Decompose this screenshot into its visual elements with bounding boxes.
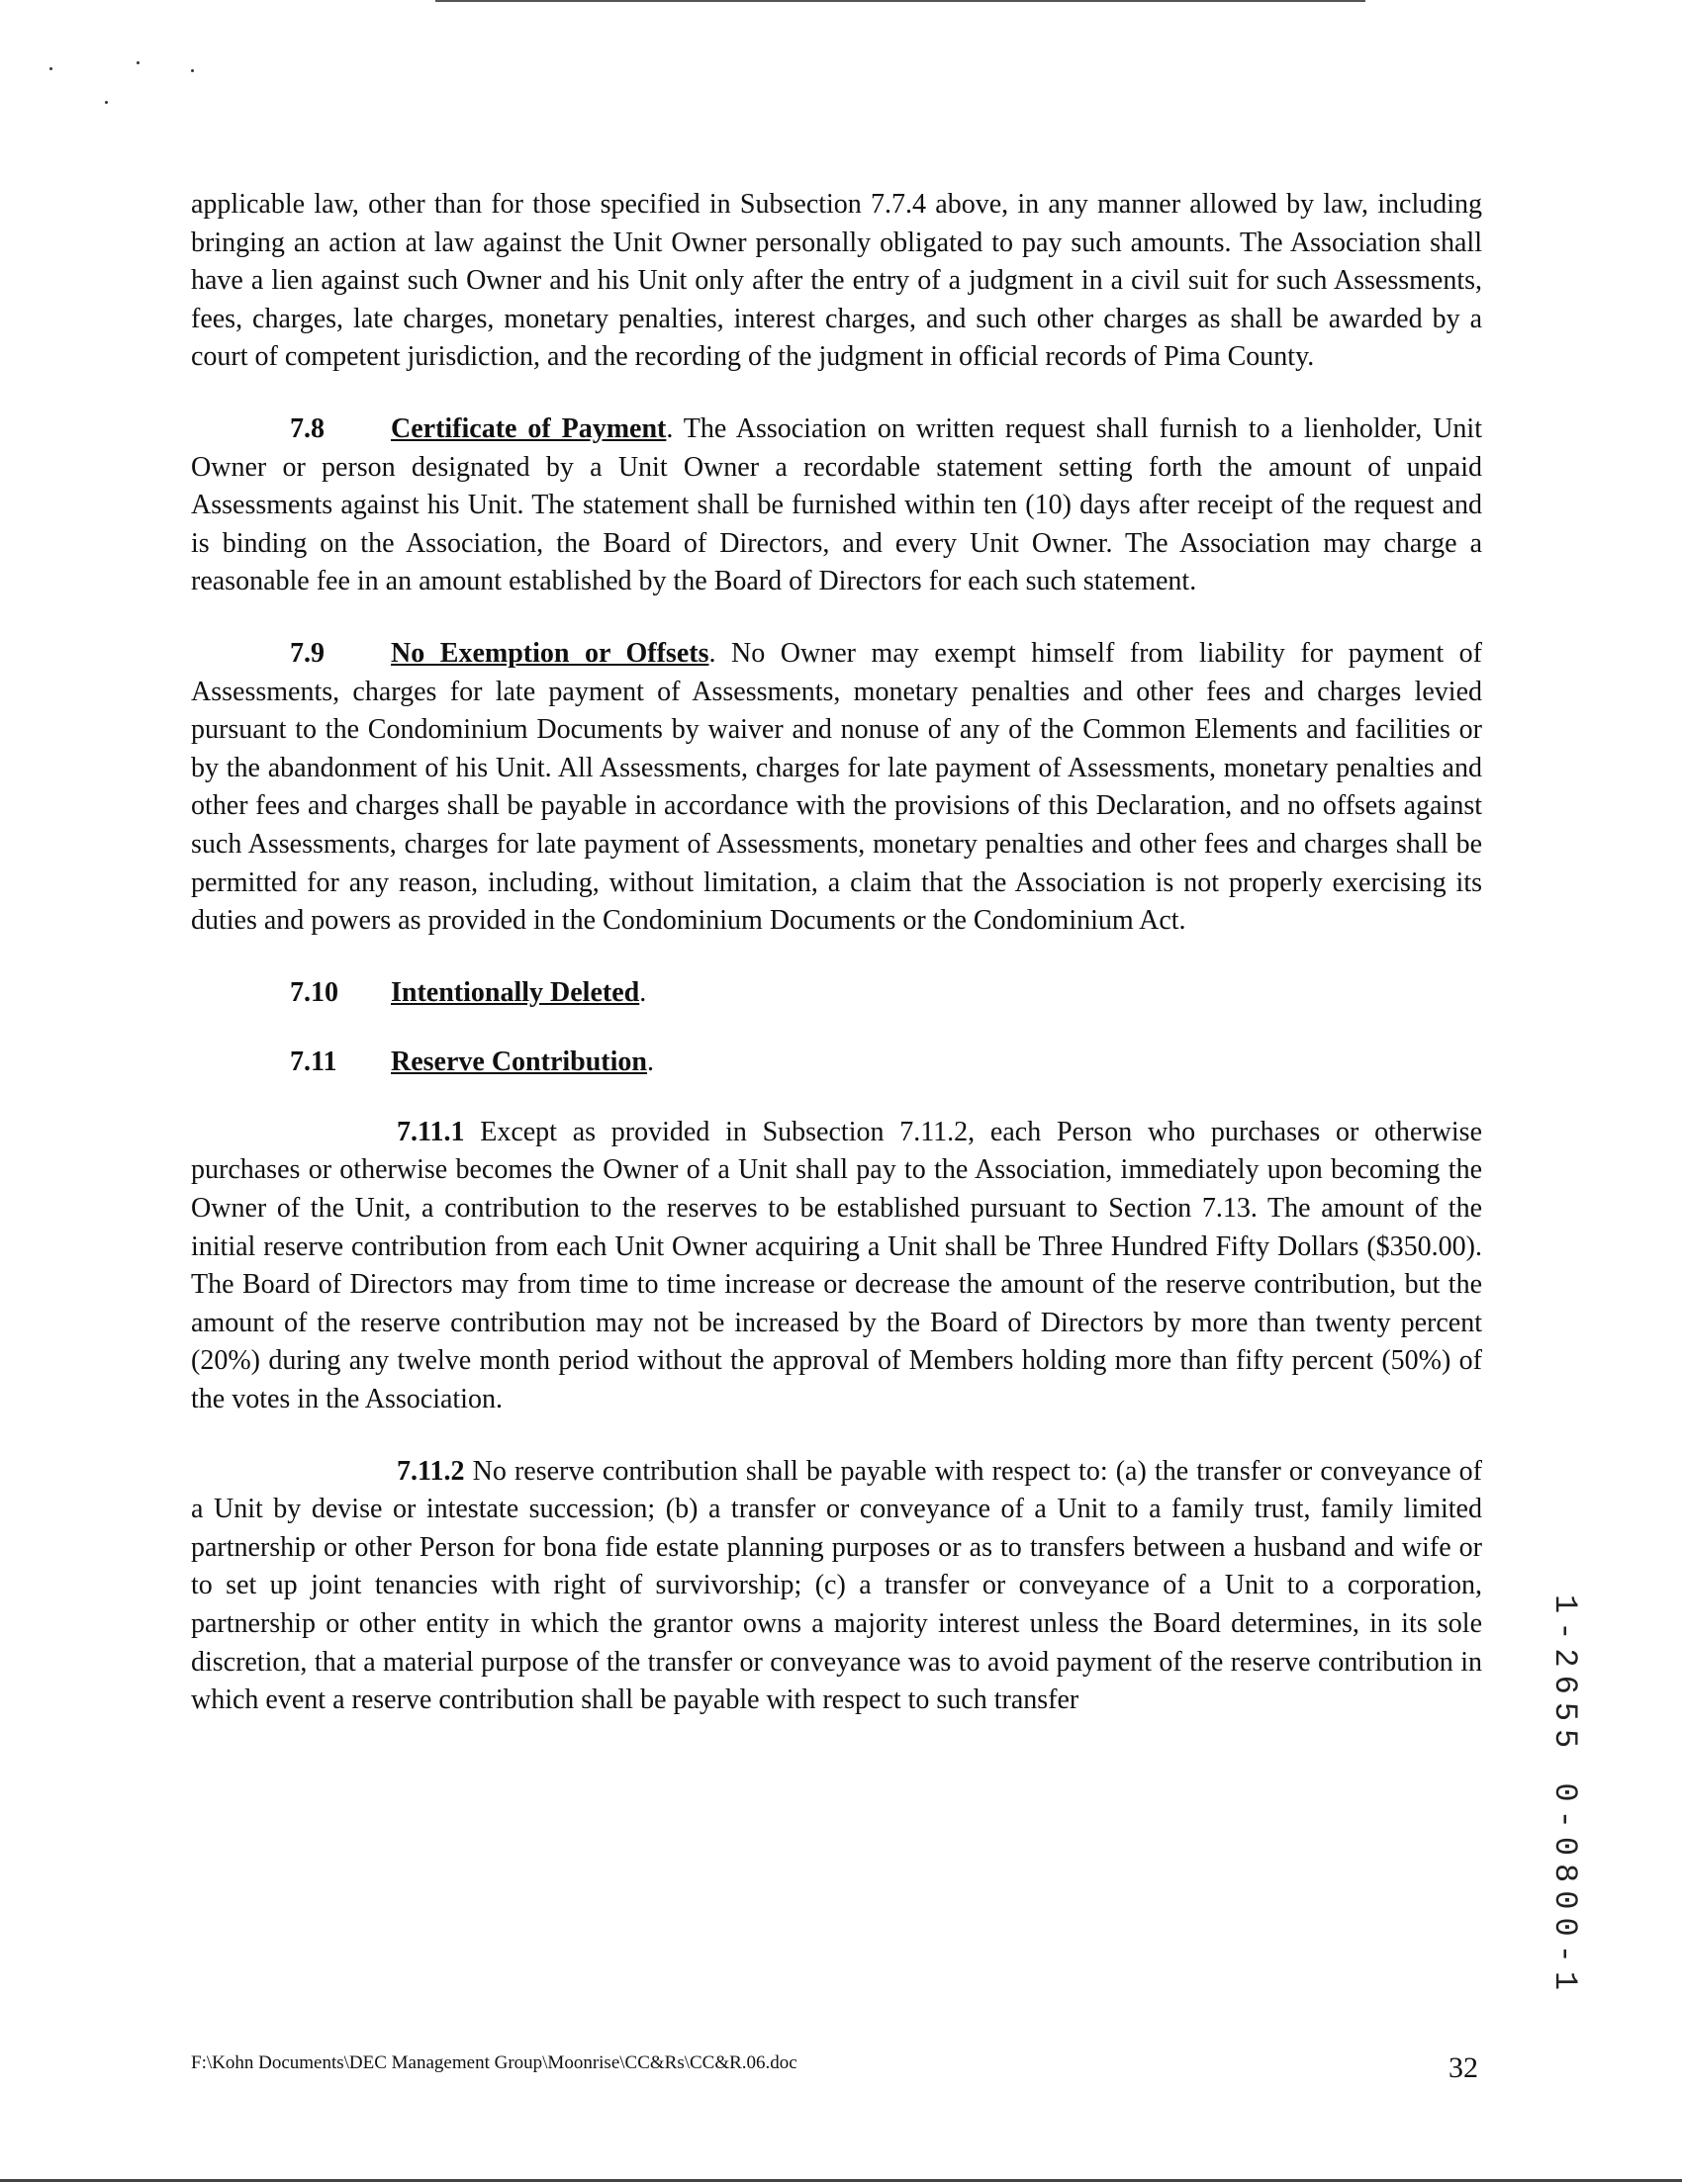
section-7-8: [191, 410, 1482, 601]
footer-file-path: F:\Kohn Documents\DEC Management Group\Moonrise\CC&Rs\CC&R.06.doc: [191, 2052, 797, 2073]
section-title: No Exemption or Offsets: [391, 637, 709, 669]
scan-edge-top: [435, 0, 1365, 2]
section-number: 7.10: [290, 976, 338, 1008]
section-title: Certificate of Payment: [391, 412, 667, 444]
scan-speck: [105, 101, 108, 104]
subsection-number: 7.11.2: [397, 1455, 465, 1487]
subsection-7-11-2: [191, 1453, 1482, 1720]
subsection-number: 7.11.1: [397, 1116, 465, 1147]
subsection-body: No reserve contribution shall be payable with respect to: (a) the transfer or conveyance of a Unit by devise or intestate succession; (b) a transfer or conveyance of a Unit to a family trust, family limited partnership or other Person for bona fide estate planning purposes or as to transfers between a husband and wife or to set up joint tenancies with right of survivorship; (c) a transfer or conveyance of a Unit to a corporation, partnership or other entity in which the grantor owns a majority interest unless the Board determines, in its sole discretion, that a material purpose of the transfer or conveyance was to avoid payment of the reserve contribution in which event a reserve contribution shall be payable with respect to such transfer: [191, 1455, 1482, 1716]
section-body: . No Owner may exempt himself from liability for payment of Assessments, charges for late payment of Assessments, monetary penalties and other fees and charges levied pursuant to the Condominium Documents by waiver and nonuse of any of the Common Elements and facilities or by the abandonment of his Unit. All Assessments, charges for late payment of Assessments, monetary penalties and other fees and charges shall be payable in accordance with the provisions of this Declaration, and no offsets against such Assessments, charges for late payment of Assessments, monetary penalties and other fees and charges shall be permitted for any reason, including, without limitation, a claim that the Association is not properly exercising its duties and powers as provided in the Condominium Documents or the Condominium Act.: [191, 637, 1482, 937]
subsection-body: Except as provided in Subsection 7.11.2, each Person who purchases or otherwise purchases or otherwise becomes the Owner of a Unit shall pay to the Association, immediately upon becoming the Owner of the Unit, a contribution to the reserves to be established pursuant to Section 7.13. The amount of the initial reserve contribution from each Unit Owner acquiring a Unit shall be Three Hundred Fifty Dollars ($350.00). The Board of Directors may from time to time increase or decrease the amount of the reserve contribution, but the amount of the reserve contribution may not be increased by the Board of Directors by more than twenty percent (20%) during any twelve month period without the approval of Members holding more than fifty percent (50%) of the votes in the Association.: [191, 1116, 1482, 1415]
section-number: 7.8: [290, 412, 325, 444]
page-number: 32: [1448, 2051, 1478, 2084]
section-7-9: [191, 635, 1482, 941]
scan-speck: [137, 61, 140, 64]
section-number: 7.9: [290, 637, 325, 669]
document-body: [191, 186, 1482, 1754]
scan-speck: [49, 67, 52, 70]
section-number: 7.11: [290, 1046, 337, 1078]
section-body: . The Association on written request shall furnish to a lienholder, Unit Owner or person designated by a Unit Owner a recordable statement setting forth the amount of unpaid Assessments against his Unit. The statement shall be furnished within ten (10) days after receipt of the request and is binding on the Association, the Board of Directors, and every Unit Owner. The Association may charge a reasonable fee in an amount established by the Board of Directors for each such statement.: [191, 412, 1482, 597]
section-7-10: [191, 974, 1482, 1013]
scan-speck: [191, 69, 194, 72]
section-7-11: [191, 1044, 1482, 1082]
section-suffix: .: [639, 976, 647, 1008]
section-title: Intentionally Deleted: [391, 976, 640, 1008]
section-title: Reserve Contribution: [391, 1046, 647, 1078]
subsection-7-11-1: [191, 1114, 1482, 1419]
section-suffix: .: [646, 1046, 654, 1078]
paragraph-continuation: applicable law, other than for those specified in Subsection 7.7.4 above, in any manner allowed by law, including bringing an action at law against the Unit Owner personally obligated to pay such amounts. The Association shall have a lien against such Owner and his Unit only after the entry of a judgment in a civil suit for such Assessments, fees, charges, late charges, monetary penalties, interest charges, and such other charges as shall be awarded by a court of competent jurisdiction, and the recording of the judgment in official records of Pima County.: [191, 189, 1482, 373]
scan-edge-bottom: [0, 2179, 1682, 2182]
recording-stamp: 1-2655 0-0800-1: [1546, 1594, 1583, 1999]
